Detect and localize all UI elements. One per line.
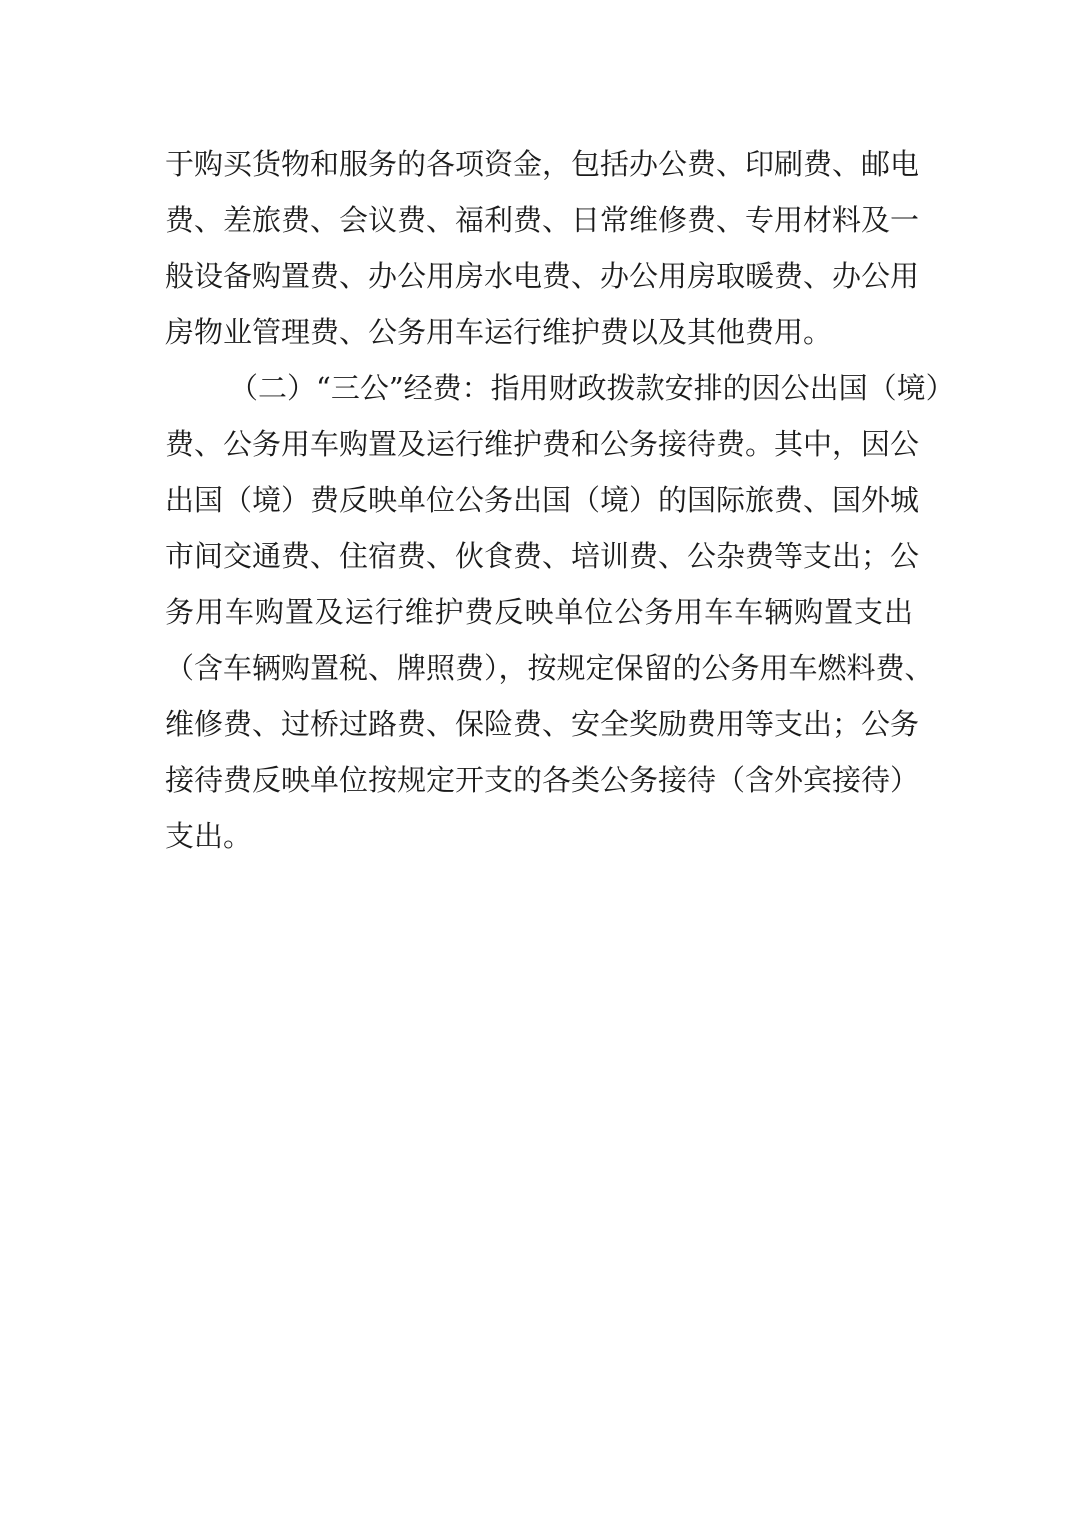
paragraph-1 — [165, 136, 920, 360]
paragraph-line: 费、公务用车购置及运行维护费和公务接待费。其中，因公 — [165, 427, 920, 461]
paragraph-line: 出国（境）费反映单位公务出国（境）的国际旅费、国外城 — [165, 483, 920, 517]
paragraph-2 — [165, 360, 955, 864]
paragraph-line: 市间交通费、住宿费、伙食费、培训费、公杂费等支出；公 — [165, 539, 920, 573]
paragraph-line: 于购买货物和服务的各项资金，包括办公费、印刷费、邮电 — [165, 147, 920, 181]
paragraph-line: 务用车购置及运行维护费反映单位公务用车车辆购置支出 — [165, 595, 913, 629]
paragraph-line: 房物业管理费、公务用车运行维护费以及其他费用。 — [165, 315, 833, 349]
paragraph-line: （含车辆购置税、牌照费），按规定保留的公务用车燃料费、 — [165, 651, 934, 685]
paragraph-line: 般设备购置费、办公用房水电费、办公用房取暖费、办公用 — [165, 259, 920, 293]
paragraph-line: 维修费、过桥过路费、保险费、安全奖励费用等支出；公务 — [165, 707, 920, 741]
paragraph-line: 支出。 — [165, 819, 253, 853]
paragraph-line: 费、差旅费、会议费、福利费、日常维修费、专用材料及一 — [165, 203, 920, 237]
paragraph-line: （二）“三公”经费：指用财政拨款安排的因公出国（境） — [229, 371, 955, 405]
paragraph-line: 接待费反映单位按规定开支的各类公务接待（含外宾接待） — [165, 763, 920, 797]
document-body — [165, 136, 955, 864]
